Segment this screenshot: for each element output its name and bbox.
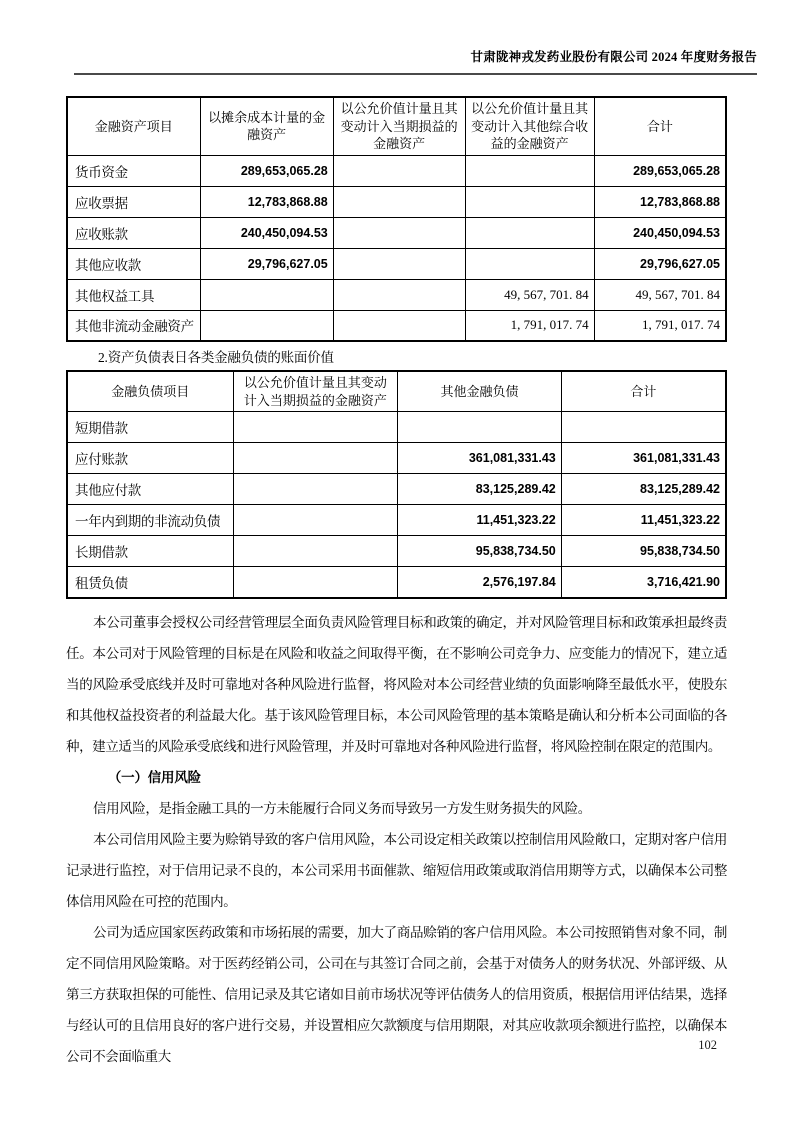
- cell-amount: [233, 505, 398, 536]
- table-row: [67, 248, 726, 279]
- cell-amount: [333, 186, 465, 217]
- table-header-row: [67, 371, 726, 412]
- cell-amount: 29,796,627.05: [200, 248, 333, 279]
- page-number: 102: [698, 1038, 717, 1052]
- table-row: [67, 279, 726, 310]
- cell-amount: 2,576,197.84: [398, 567, 561, 598]
- cell-amount: 1, 791, 017. 74: [594, 310, 726, 341]
- cell-item-label: 一年内到期的非流动负债: [67, 505, 233, 536]
- cell-amount: 83,125,289.42: [561, 474, 726, 505]
- cell-amount: [333, 155, 465, 186]
- cell-amount: 289,653,065.28: [200, 155, 333, 186]
- table-row: [67, 310, 726, 341]
- column-header-fvtpl: 以公允价值计量且其变动计入当期损益的金融资产: [233, 371, 398, 412]
- table-row: [67, 505, 726, 536]
- cell-amount: 361,081,331.43: [561, 443, 726, 474]
- paragraph-risk-management: 本公司董事会授权公司经营管理层全面负责风险管理目标和政策的确定，并对风险管理目标和政策承担最终责任。本公司对于风险管理的目标是在风险和收益之间取得平衡，在不影响公司竞争力、应变能力的情况下，建立适当的风险承受底线并及时可靠地对各种风险进行监督，将风险对本公司经营业绩的负面影响降至最低水平，使股东和其他权益投资者的利益最大化。基于该风险管理目标，本公司风险管理的基本策略是确认和分析本公司面临的各种，建立适当的风险承受底线和进行风险管理，并及时可靠地对各种风险进行监督，将风险控制在限定的范围内。: [66, 614, 727, 754]
- cell-item-label: 应收账款: [67, 217, 200, 248]
- cell-item-label: 其他应收款: [67, 248, 200, 279]
- cell-item-label: 租赁负债: [67, 567, 233, 598]
- cell-amount: 3,716,421.90: [561, 567, 726, 598]
- cell-amount: [200, 310, 333, 341]
- table-row: [67, 443, 726, 474]
- cell-amount: [200, 279, 333, 310]
- cell-amount: [465, 155, 594, 186]
- body-text: [66, 607, 727, 1072]
- column-header-amortized-cost: 以摊余成本计量的金融资产: [200, 97, 333, 155]
- column-header-total: 合计: [561, 371, 726, 412]
- cell-amount: 95,838,734.50: [398, 536, 561, 567]
- column-header-total: 合计: [594, 97, 726, 155]
- cell-amount: [233, 474, 398, 505]
- cell-amount: 49, 567, 701. 84: [465, 279, 594, 310]
- table-row: [67, 412, 726, 443]
- cell-item-label: 货币资金: [67, 155, 200, 186]
- cell-item-label: 长期借款: [67, 536, 233, 567]
- cell-item-label: 其他权益工具: [67, 279, 200, 310]
- cell-item-label: 应收票据: [67, 186, 200, 217]
- paragraph-credit-risk-policy: 本公司信用风险主要为赊销导致的客户信用风险，本公司设定相关政策以控制信用风险敞口，定期对客户信用记录进行监控，对于信用记录不良的，本公司采用书面催款、缩短信用政策或取消信用期等方式，以确保本公司整体信用风险在可控的范围内。: [66, 831, 727, 909]
- table-row: [67, 217, 726, 248]
- section-title-liabilities: 2.资产负债表日各类金融负债的账面价值: [98, 350, 334, 366]
- column-header-fvtpl: 以公允价值计量且其变动计入当期损益的金融资产: [333, 97, 465, 155]
- cell-amount: 49, 567, 701. 84: [594, 279, 726, 310]
- cell-amount: 11,451,323.22: [561, 505, 726, 536]
- cell-amount: [561, 412, 726, 443]
- cell-amount: [233, 536, 398, 567]
- cell-item-label: 短期借款: [67, 412, 233, 443]
- heading-credit-risk: （一）信用风险: [107, 769, 201, 785]
- table-header-row: [67, 97, 726, 155]
- table-row: [67, 186, 726, 217]
- cell-item-label: 其他非流动金融资产: [67, 310, 200, 341]
- cell-amount: 289,653,065.28: [594, 155, 726, 186]
- financial-liabilities-table: [66, 370, 727, 599]
- column-header-fvoci: 以公允价值计量且其变动计入其他综合收益的金融资产: [465, 97, 594, 155]
- cell-item-label: 应付账款: [67, 443, 233, 474]
- cell-amount: 1, 791, 017. 74: [465, 310, 594, 341]
- report-title: 甘肃陇神戎发药业股份有限公司 2024 年度财务报告: [470, 50, 757, 64]
- cell-amount: 240,450,094.53: [594, 217, 726, 248]
- cell-amount: 12,783,868.88: [594, 186, 726, 217]
- cell-amount: [233, 443, 398, 474]
- table-row: [67, 567, 726, 598]
- cell-amount: 11,451,323.22: [398, 505, 561, 536]
- cell-amount: 83,125,289.42: [398, 474, 561, 505]
- cell-amount: [333, 310, 465, 341]
- paragraph-credit-risk-strategy: 公司为适应国家医药政策和市场拓展的需要，加大了商品赊销的客户信用风险。本公司按照销售对象不同，制定不同信用风险策略。对于医药经销公司，公司在与其签订合同之前，会基于对债务人的财务状况、外部评级、从第三方获取担保的可能性、信用记录及其它诸如目前市场状况等评估债务人的信用资质，根据信用评估结果，选择与经认可的且信用良好的客户进行交易，并设置相应欠款额度与信用期限，对其应收款项余额进行监控，以确保本公司不会面临重大: [66, 924, 727, 1064]
- paragraph-credit-risk-definition: 信用风险，是指金融工具的一方未能履行合同义务而导致另一方发生财务损失的风险。: [93, 800, 591, 816]
- cell-amount: [233, 412, 398, 443]
- cell-amount: 95,838,734.50: [561, 536, 726, 567]
- cell-amount: 29,796,627.05: [594, 248, 726, 279]
- cell-amount: [465, 186, 594, 217]
- cell-amount: [398, 412, 561, 443]
- table-row: [67, 536, 726, 567]
- column-header-other-liabilities: 其他金融负债: [398, 371, 561, 412]
- column-header-liability-item: 金融负债项目: [67, 371, 233, 412]
- cell-amount: [465, 217, 594, 248]
- table-row: [67, 474, 726, 505]
- cell-amount: [465, 248, 594, 279]
- page-content: [66, 96, 727, 1072]
- cell-amount: 12,783,868.88: [200, 186, 333, 217]
- cell-amount: 361,081,331.43: [398, 443, 561, 474]
- cell-item-label: 其他应付款: [67, 474, 233, 505]
- cell-amount: 240,450,094.53: [200, 217, 333, 248]
- cell-amount: [333, 279, 465, 310]
- cell-amount: [333, 248, 465, 279]
- page-header: [74, 0, 757, 75]
- table-row: [67, 155, 726, 186]
- column-header-asset-item: 金融资产项目: [67, 97, 200, 155]
- cell-amount: [233, 567, 398, 598]
- cell-amount: [333, 217, 465, 248]
- financial-assets-table: [66, 96, 727, 342]
